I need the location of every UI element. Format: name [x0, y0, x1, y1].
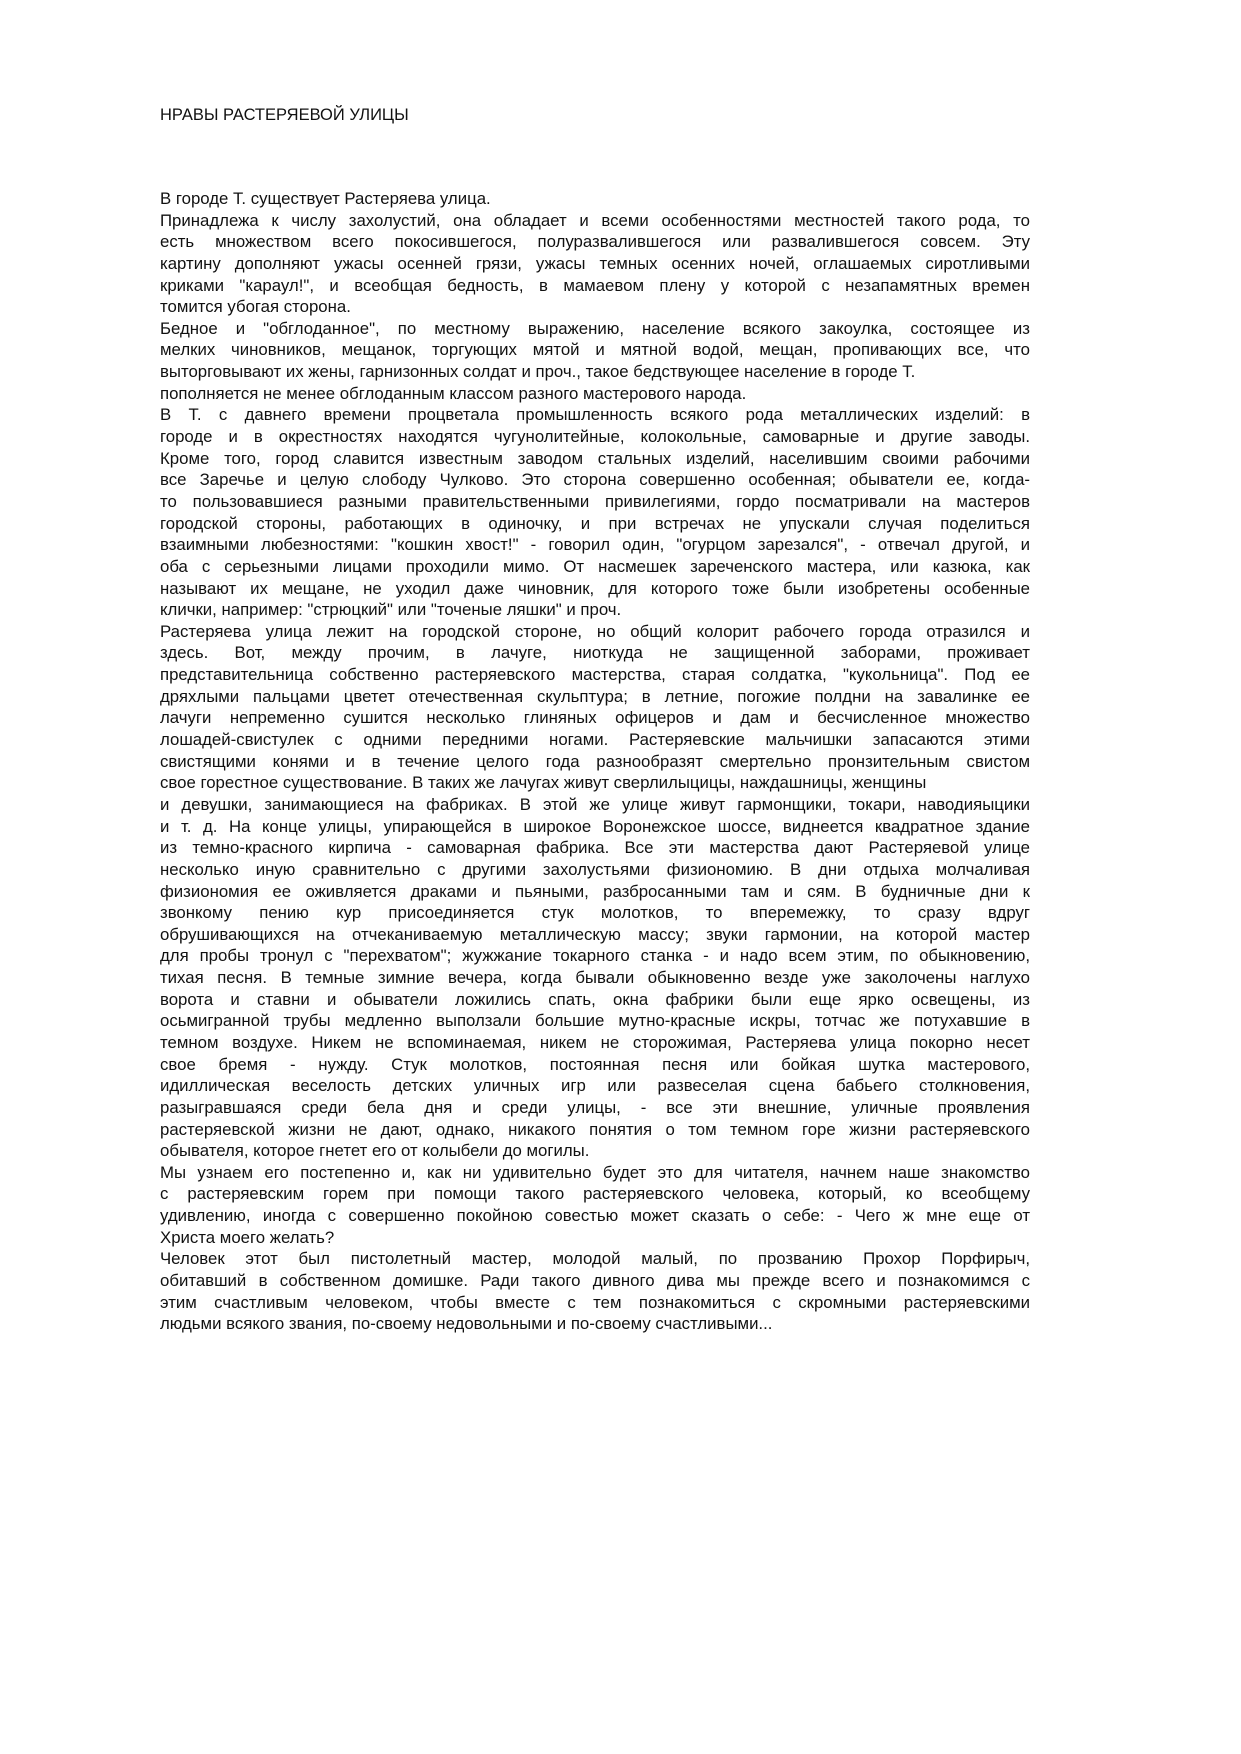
paragraph: [160, 621, 1030, 1162]
text-line: В Т. с давнего времени процветала промышленность всякого рода металлических изделий: в: [160, 405, 1030, 425]
text-line: физиономия ее оживляется драками и пьяными, разбросанными там и сям. В будничные дни к: [160, 881, 1030, 901]
text-line: В городе Т. существует Растеряева улица.: [160, 189, 491, 208]
text-line: взаимными любезностями: "кошкин хвост!" - говорил один, "огурцом зарезался", - отвечал другой, и: [160, 535, 1030, 555]
text-line: ворота и ставни и обыватели ложились спать, окна фабрики были еще ярко освещены, из: [160, 989, 1030, 1009]
text-line: удивлению, иногда с совершенно покойною совестью может сказать о себе: - Чего ж мне еще от: [160, 1206, 1030, 1226]
paragraph: [160, 188, 1030, 210]
text-line: из темно-красного кирпича - самоварная фабрика. Все эти мастерства дают Растеряевой улице: [160, 838, 1030, 858]
text-line: городе и в окрестностях находятся чугунолитейные, колокольные, самоварные и другие заводы.: [160, 427, 1030, 447]
paragraph: [160, 1248, 1030, 1335]
text-line: и т. д. На конце улицы, упирающейся в широкое Воронежское шоссе, виднеется квадратное здание: [160, 816, 1030, 836]
text-line: свистящими конями и в течение целого года разнообразят смертельно пронзительным свистом: [160, 751, 1030, 771]
text-line: осьмигранной трубы медленно выползали большие мутно-красные искры, тотчас же потухавшие в: [160, 1011, 1030, 1031]
text-line: Кроме того, город славится известным заводом стальных изделий, населившим своими рабочими: [160, 448, 1030, 468]
text-line: называют их мещане, не уходил даже чиновник, для которого тоже были изобретены особенные: [160, 578, 1030, 598]
text-line: этим счастливым человеком, чтобы вместе с тем познакомиться с скромными растеряевскими: [160, 1292, 1030, 1312]
paragraph: [160, 318, 1030, 405]
text-line: звонкому пению кур присоединяется стук молотков, то вперемежку, то сразу вдруг: [160, 903, 1030, 923]
text-line: все Заречье и целую слободу Чулково. Это сторона совершенно особенная; обыватели ее, когда-: [160, 470, 1030, 490]
text-line: лачуги непременно сушится несколько глиняных офицеров и дам и бесчисленное множество: [160, 708, 1030, 728]
text-line: свое бремя - нужду. Стук молотков, постоянная песня или бойкая шутка мастерового,: [160, 1054, 1030, 1074]
text-line: криками "караул!", и всеобщая бедность, в мамаевом плену у которой с незапамятных времен: [160, 275, 1030, 295]
text-line: обрушивающихся на отчеканиваемую металлическую массу; звуки гармонии, на которой мастер: [160, 924, 1030, 944]
text-line: для пробы тронул с "перехватом"; жужжание токарного станка - и надо всем этим, по обыкновению,: [160, 946, 1030, 966]
text-line: идиллическая веселость детских уличных игр или развеселая сцена бабьего столкновения,: [160, 1076, 1030, 1096]
text-line: несколько иную сравнительно с другими захолустьями физиономию. В дни отдыха молчаливая: [160, 859, 1030, 879]
paragraph: [160, 1162, 1030, 1249]
text-line: людьми всякого звания, по-своему недовольными и по-своему счастливыми...: [160, 1314, 773, 1334]
text-line: Мы узнаем его постепенно и, как ни удивительно будет это для читателя, начнем наше знакомство: [160, 1162, 1030, 1182]
text-line: здесь. Вот, между прочим, в лачуге, ниоткуда не защищенной заборами, проживает: [160, 643, 1030, 663]
text-line: клички, например: "стрюцкий" или "точеные ляшки" и проч.: [160, 600, 622, 620]
text-line: дряхлыми пальцами цветет отечественная скульптура; в летние, погожие полдни на завалинке ее: [160, 686, 1030, 706]
text-line: представительница собственно растеряевского мастерства, старая солдатка, "кукольница". Под ее: [160, 665, 1030, 685]
text-line: и девушки, занимающиеся на фабриках. В этой же улице живут гармонщики, токари, наводияыцики: [160, 794, 1030, 814]
text-line: томится убогая сторона.: [160, 297, 351, 317]
text-line: есть множеством всего покосившегося, полуразвалившегося или развалившегося совсем. Эту: [160, 232, 1030, 252]
text-line: растеряевской жизни не дают, однако, никакого понятия о том темном горе жизни растеряевского: [160, 1119, 1030, 1139]
text-line: обывателя, которое гнетет его от колыбели до могилы.: [160, 1141, 590, 1161]
text-line: пополняется не менее обглоданным классом разного мастерового народа.: [160, 383, 747, 403]
text-line: Принадлежа к числу захолустий, она обладает и всеми особенностями местностей такого рода, то: [160, 210, 1030, 230]
text-line: свое горестное существование. В таких же лачугах живут сверлилыцицы, наждашницы, женщины: [160, 773, 927, 793]
text-line: городской стороны, работающих в одиночку, и при встречах не упускали случая поделиться: [160, 513, 1030, 533]
document-title: НРАВЫ РАСТЕРЯЕВОЙ УЛИЦЫ: [160, 106, 409, 124]
text-line: то пользовавшиеся разными правительственными привилегиями, гордо посматривали на мастеров: [160, 491, 1030, 511]
text-line: Бедное и "обглоданное", по местному выражению, население всякого закоулка, состоящее из: [160, 318, 1030, 338]
paragraph: [160, 210, 1030, 318]
text-line: лошадей-свистулек с одними передними ногами. Растеряевские мальчишки запасаются этими: [160, 730, 1030, 750]
text-line: обитавший в собственном домишке. Ради такого дивного дива мы прежде всего и познакомимся с: [160, 1271, 1030, 1291]
text-line: Христа моего желать?: [160, 1227, 335, 1247]
text-line: тихая песня. В темные зимние вечера, когда бывали обыкновенно везде уже заколочены наглухо: [160, 968, 1030, 988]
text-line: картину дополняют ужасы осенней грязи, ужасы темных осенних ночей, оглашаемых сиротливыми: [160, 253, 1030, 273]
text-line: оба с серьезными лицами проходили мимо. От насмешек зареченского мастера, или казюка, как: [160, 556, 1030, 576]
document-body: [160, 188, 1030, 1335]
text-line: выторговывают их жены, гарнизонных солдат и проч., такое бедствующее население в городе Т.: [160, 362, 916, 382]
paragraph: [160, 404, 1030, 620]
text-line: Растеряева улица лежит на городской стороне, но общий колорит рабочего города отразился и: [160, 621, 1030, 641]
text-line: с растеряевским горем при помощи такого растеряевского человека, который, ко всеобщему: [160, 1184, 1030, 1204]
text-line: Человек этот был пистолетный мастер, молодой малый, по прозванию Прохор Порфирыч,: [160, 1249, 1030, 1269]
text-line: разыгравшаяся среди бела дня и среди улицы, - все эти внешние, уличные проявления: [160, 1097, 1030, 1117]
text-line: темном воздухе. Никем не вспоминаемая, никем не сторожимая, Растеряева улица покорно несет: [160, 1032, 1030, 1052]
text-line: мелких чиновников, мещанок, торгующих мятой и мятной водой, мещан, пропивающих все, что: [160, 340, 1030, 360]
